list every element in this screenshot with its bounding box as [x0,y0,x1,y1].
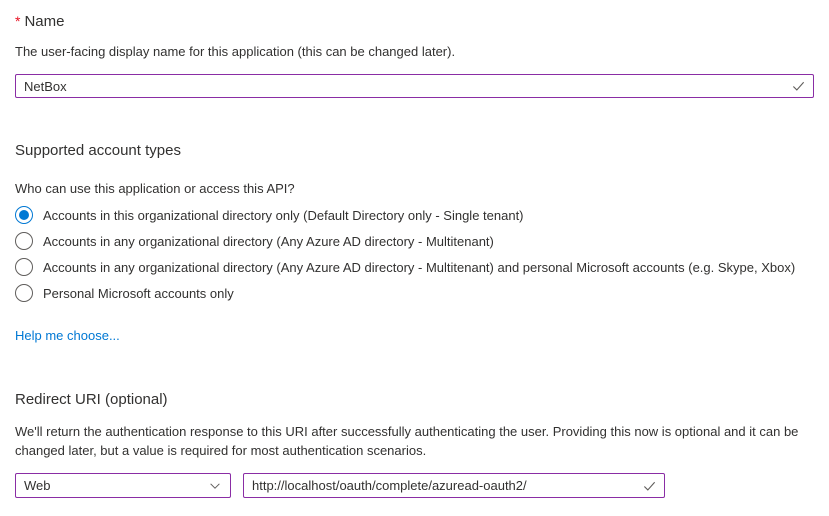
redirect-uri-section-title: Redirect URI (optional) [15,391,168,408]
radio-button-icon[interactable] [15,232,33,250]
name-description: The user-facing display name for this application (this can be changed later). [15,44,456,59]
radio-option-label: Accounts in any organizational directory (Any Azure AD directory - Multitenant) and personal Microsoft accounts (e.g. Skype, Xbox) [43,259,796,275]
redirect-uri-input-wrap [243,473,665,498]
platform-select[interactable] [15,473,231,498]
radio-option-multitenant-personal[interactable] [15,254,814,280]
redirect-uri-description: We'll return the authentication response to this URI after successfully authenticating the user. Providing this now is optional and it can be changed later, but a value is required for most authentication scenarios. [15,424,799,458]
platform-select-value: Web [24,478,51,493]
radio-button-icon[interactable] [15,284,33,302]
chevron-down-icon [208,479,222,493]
radio-option-label: Personal Microsoft accounts only [43,285,234,301]
radio-button-icon[interactable] [15,206,33,224]
radio-option-personal-only[interactable] [15,280,814,306]
radio-button-icon[interactable] [15,258,33,276]
account-types-radio-group [15,202,814,306]
required-asterisk: * [15,13,21,29]
radio-option-single-tenant[interactable] [15,202,814,228]
name-input-wrap [15,74,814,98]
name-title-label: Name [24,13,65,30]
account-types-section-title: Supported account types [15,142,181,159]
redirect-uri-input[interactable] [243,473,665,498]
radio-option-label: Accounts in this organizational directory only (Default Directory only - Single tenant) [43,207,524,223]
name-section-title [15,0,814,32]
radio-option-multitenant[interactable] [15,228,814,254]
name-input[interactable] [15,74,814,98]
account-types-question: Who can use this application or access this API? [15,181,295,196]
redirect-uri-row [15,473,814,498]
help-me-choose-link[interactable]: Help me choose... [15,328,120,343]
radio-option-label: Accounts in any organizational directory (Any Azure AD directory - Multitenant) [43,233,494,249]
